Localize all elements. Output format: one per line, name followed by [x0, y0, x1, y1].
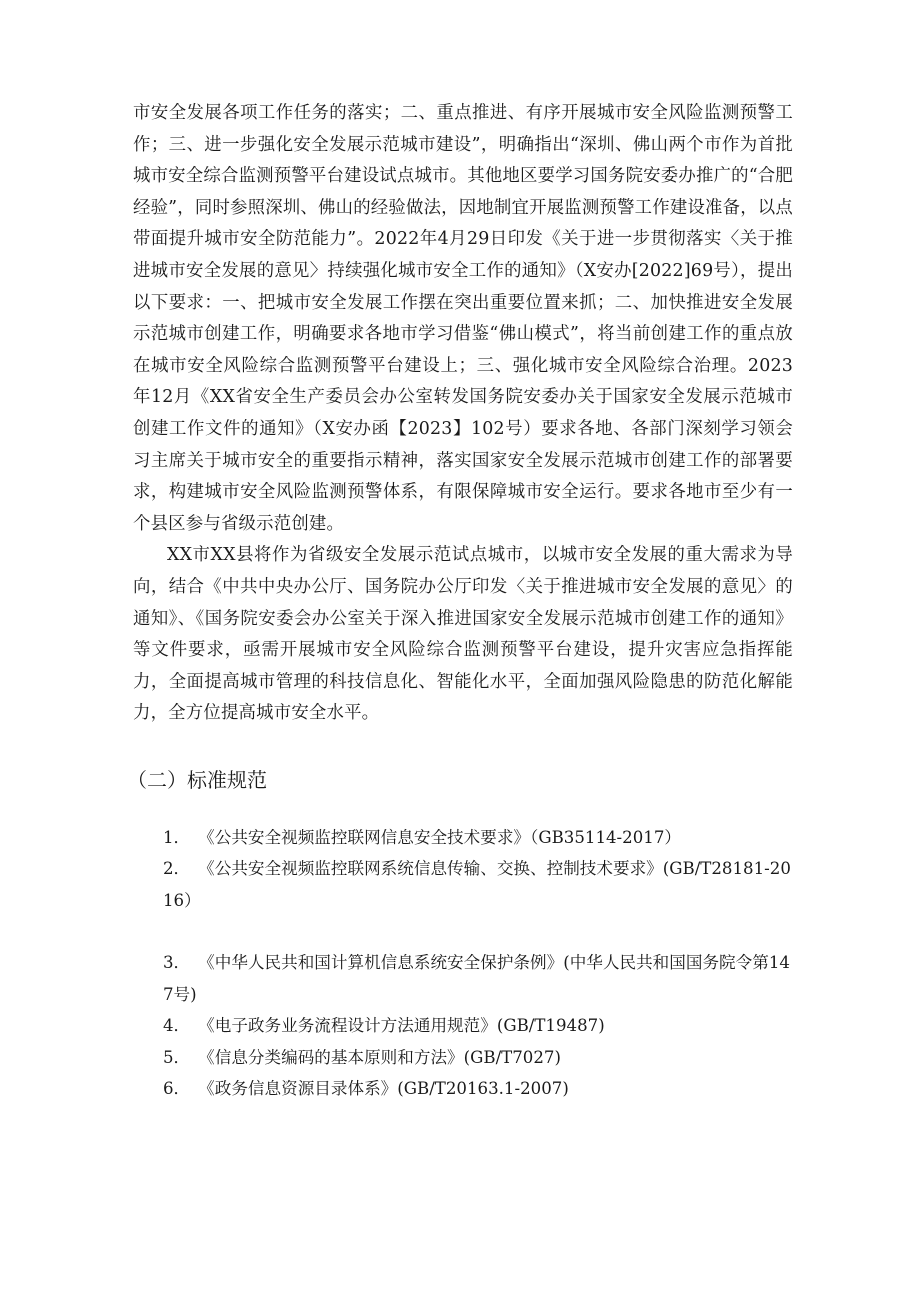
standard-number: 1．: [163, 827, 191, 847]
standard-item-4: [133, 1010, 793, 1042]
standards-list: [133, 822, 793, 1105]
standard-number: 3．: [163, 953, 191, 973]
standard-text: 《公共安全视频监控联网信息安全技术要求》（GB35114-2017）: [198, 827, 681, 847]
standard-text: 《中华人民共和国计算机信息系统安全保护条例》(中华人民共和国国务院令第147号): [163, 953, 790, 1004]
standard-text: 《电子政务业务流程设计方法通用规范》(GB/T19487): [198, 1016, 605, 1036]
standard-item-3: [133, 947, 793, 1010]
standard-item-5: [133, 1042, 793, 1074]
standard-number: 5．: [163, 1047, 191, 1067]
standard-text: 《公共安全视频监控联网系统信息传输、交换、控制技术要求》(GB/T28181-2016）: [163, 859, 791, 910]
standard-number: 4．: [163, 1016, 191, 1036]
standard-text: 《政务信息资源目录体系》(GB/T20163.1-2007): [198, 1079, 569, 1099]
standard-text: 《信息分类编码的基本原则和方法》(GB/T7027): [198, 1047, 561, 1067]
standard-item-2: [133, 853, 793, 916]
standard-item-6: [133, 1073, 793, 1105]
section-heading-standards: （二）标准规范: [127, 767, 267, 792]
body-paragraph-1: 市安全发展各项工作任务的落实；二、重点推进、有序开展城市安全风险监测预警工作；三、进一步强化安全发展示范城市建设”，明确指出“深圳、佛山两个市作为首批城市安全综合监测预警平台建设试点城市。其他地区要学习国务院安委办推广的“合肥经验”，同时参照深圳、佛山的经验做法，因地制宜开展监测预警工作建设准备，以点带面提升城市安全防范能力”。2022年4月29日印发《关于进一步贯彻落实〈关于推进城市安全发展的意见〉持续强化城市安全工作的通知》（X安办[2022]69号），提出以下要求：一、把城市安全发展工作摆在突出重要位置来抓；二、加快推进安全发展示范城市创建工作，明确要求各地市学习借鉴“佛山模式”，将当前创建工作的重点放在城市安全风险综合监测预警平台建设上；三、强化城市安全风险综合治理。2023年12月《XX省安全生产委员会办公室转发国务院安委办关于国家安全发展示范城市创建工作文件的通知》（X安办函【2023】102号）要求各地、各部门深刻学习领会习主席关于城市安全的重要指示精神，落实国家安全发展示范城市创建工作的部署要求，构建城市安全风险监测预警体系，有限保障城市安全运行。要求各地市至少有一个县区参与省级示范创建。: [133, 103, 793, 534]
standard-item-1: [133, 822, 793, 854]
standard-number: 2．: [163, 859, 191, 879]
body-paragraph-2: XX市XX县将作为省级安全发展示范试点城市，以城市安全发展的重大需求为导向，结合《中共中央办公厅、国务院办公厅印发〈关于推进城市安全发展的意见〉的通知》、《国务院安委会办公室关于深入推进国家安全发展示范城市创建工作的通知》等文件要求，亟需开展城市安全风险综合监测预警平台建设，提升灾害应急指挥能力，全面提高城市管理的科技信息化、智能化水平，全面加强风险隐患的防范化解能力，全方位提高城市安全水平。: [133, 545, 793, 724]
standard-number: 6．: [163, 1079, 191, 1099]
document-page: [127, 98, 793, 1105]
